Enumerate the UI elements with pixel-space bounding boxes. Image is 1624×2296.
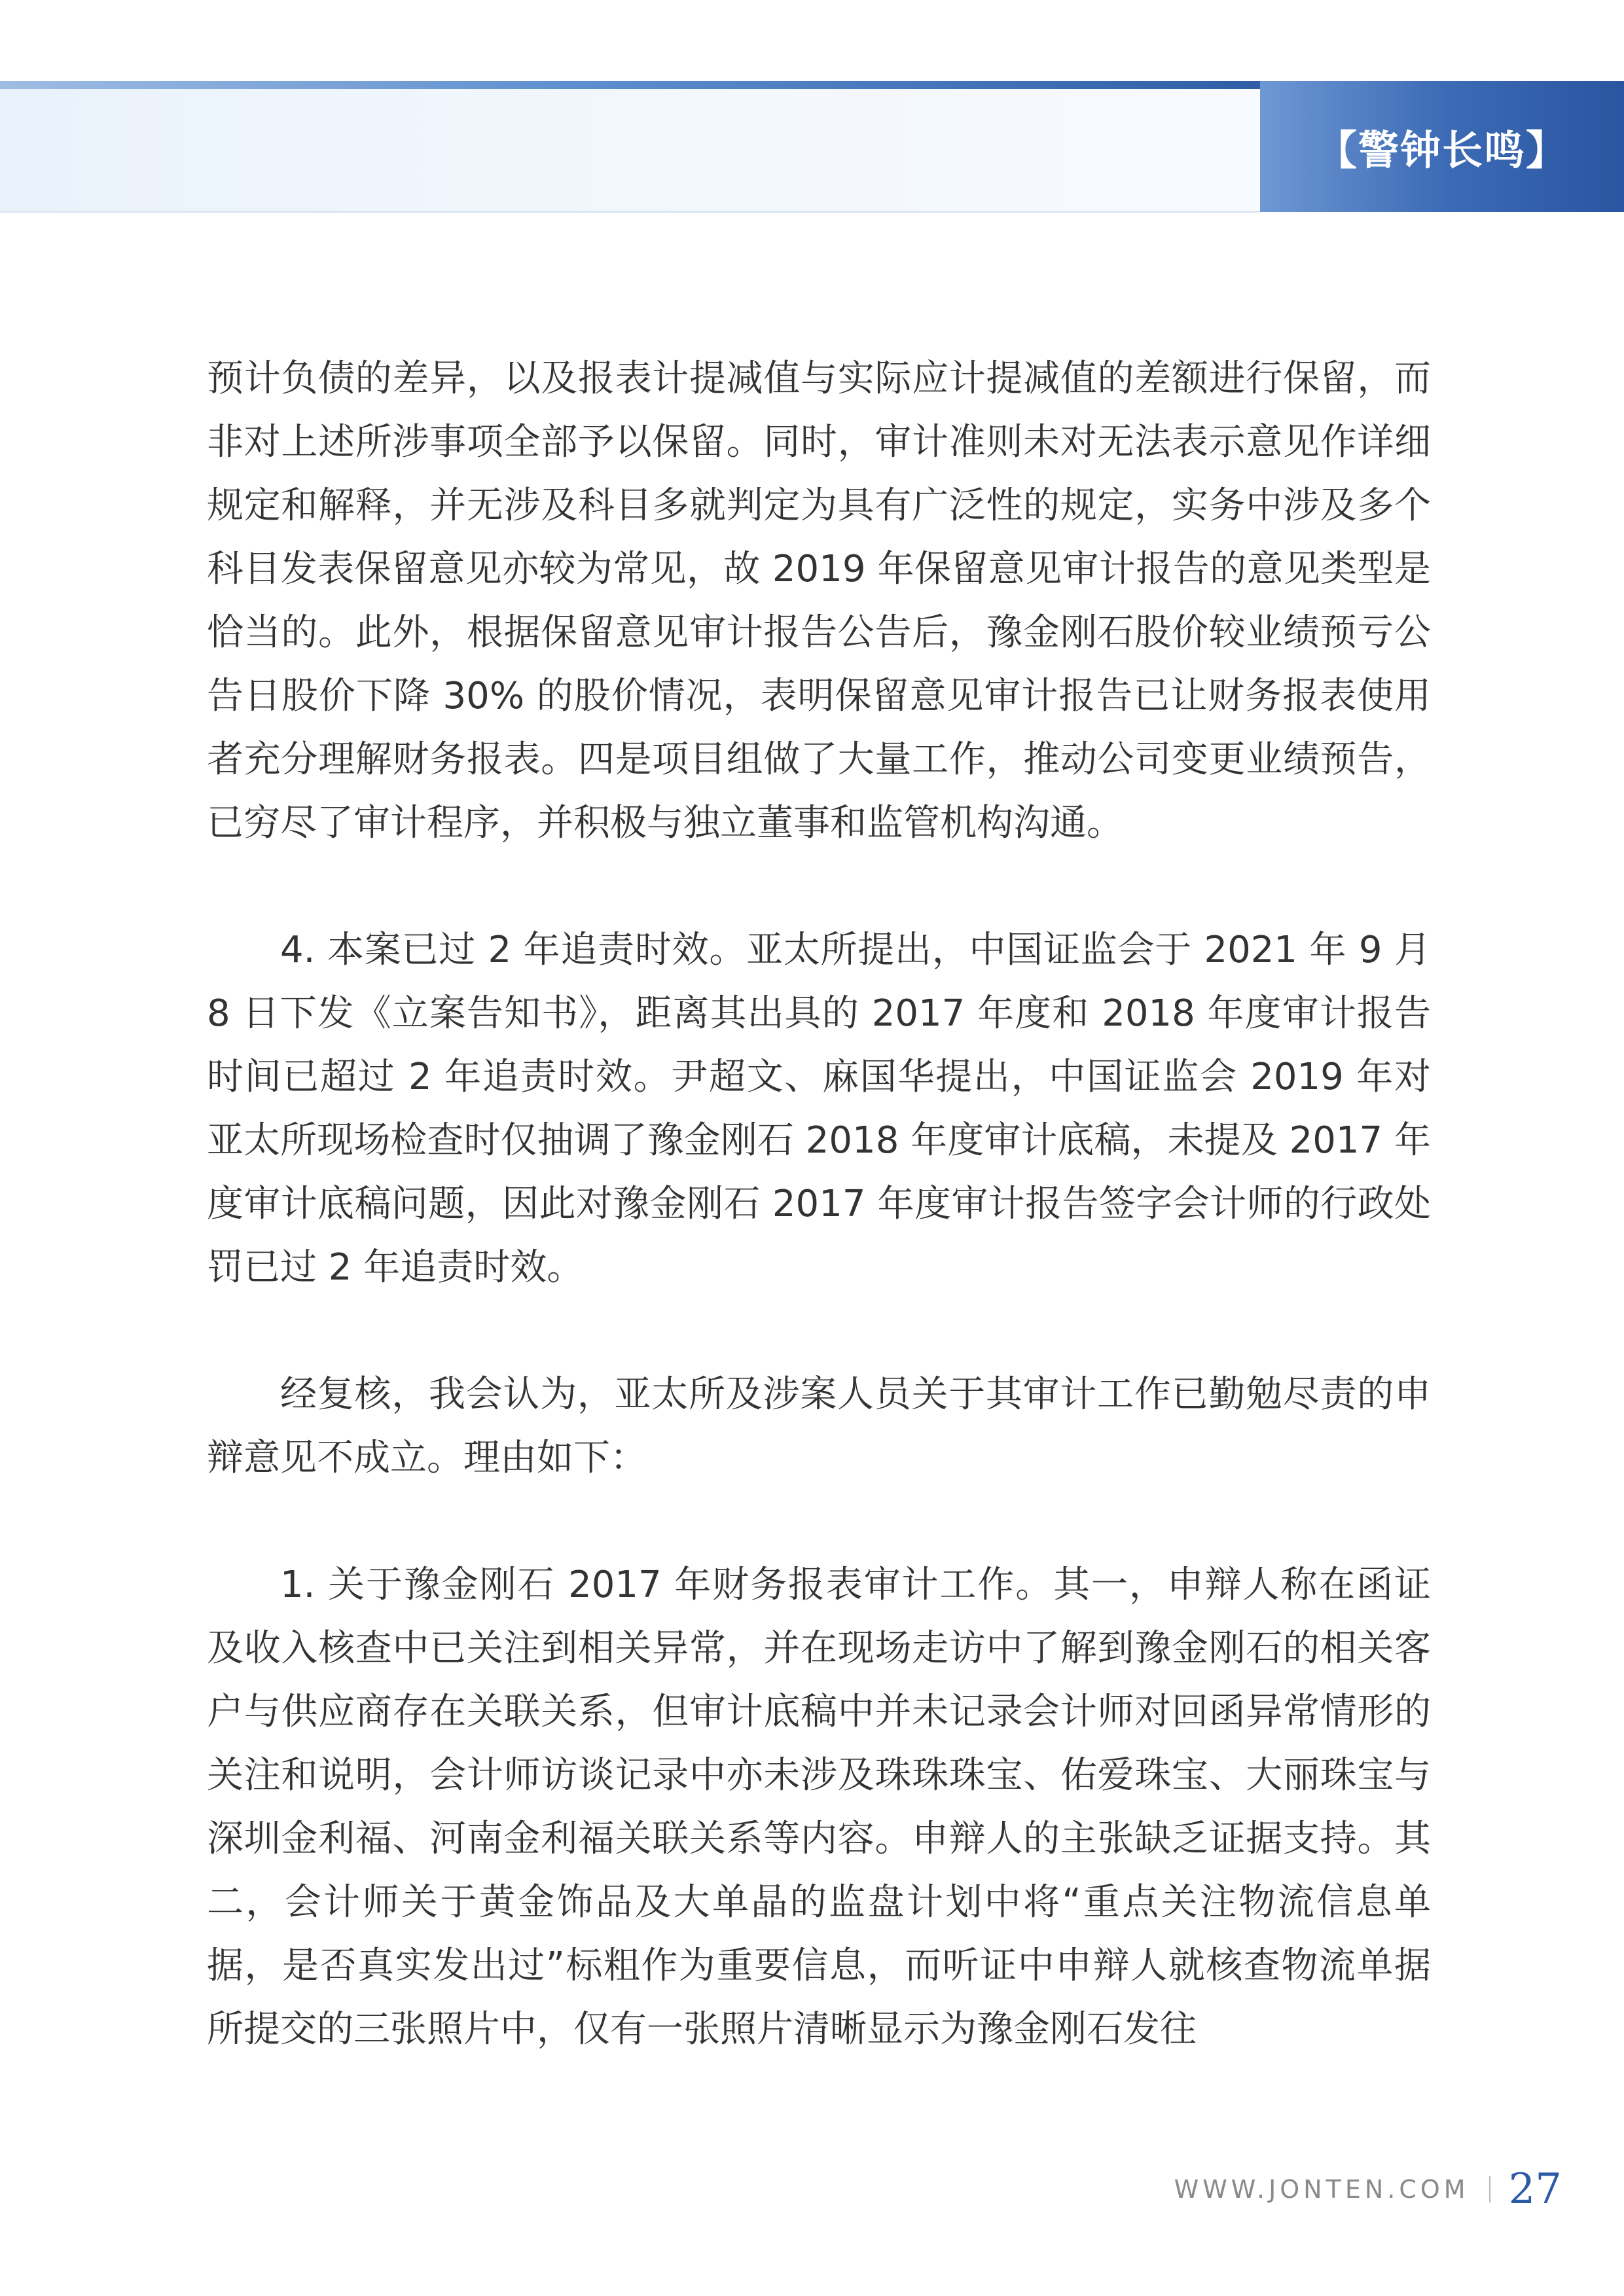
section-tag: 【警钟长鸣】 xyxy=(1260,81,1624,212)
paragraph-gap xyxy=(207,1490,1431,1553)
page-footer xyxy=(1174,2160,1562,2219)
article-body xyxy=(207,347,1431,2061)
header-band xyxy=(0,89,1260,212)
footer-separator xyxy=(1489,2176,1490,2202)
paragraph: 1. 关于豫金刚石 2017 年财务报表审计工作。其一，申辩人称在函证及收入核查中已关注到相关异常，并在现场走访中了解到豫金刚石的相关客户与供应商存在关联关系，但审计底稿中并未记录会计师对回函异常情形的关注和说明，会计师访谈记录中亦未涉及珠珠珠宝、佑爱珠宝、大丽珠宝与深圳金利福、河南金利福关联关系等内容。申辩人的主张缺乏证据支持。其二，会计师关于黄金饰品及大单晶的监盘计划中将“重点关注物流信息单据，是否真实发出过”标粗作为重要信息，而听证中申辩人就核查物流单据所提交的三张照片中，仅有一张照片清晰显示为豫金刚石发往 xyxy=(207,1564,1431,2051)
paragraph: 预计负债的差异，以及报表计提减值与实际应计提减值的差额进行保留，而非对上述所涉事项全部予以保留。同时，审计准则未对无法表示意见作详细规定和解释，并无涉及科目多就判定为具有广泛性的规定，实务中涉及多个科目发表保留意见亦较为常见，故 2019 年保留意见审计报告的意见类型是恰当的。此外，根据保留意见审计报告公告后，豫金刚石股价较业绩预亏公告日股价下降 30% 的股价情况，表明保留意见审计报告已让财务报表使用者充分理解财务报表。四是项目组做了大量工作，推动公司变更业绩预告，已穷尽了审计程序，并积极与独立董事和监管机构沟通。 xyxy=(207,357,1431,844)
paragraph-gap xyxy=(207,855,1431,918)
paragraph: 经复核，我会认为，亚太所及涉案人员关于其审计工作已勤勉尽责的申辩意见不成立。理由如下： xyxy=(207,1373,1431,1479)
website-url[interactable]: WWW.JONTEN.COM xyxy=(1174,2175,1470,2204)
header-accent-line xyxy=(0,81,1260,89)
paragraph-gap xyxy=(207,1299,1431,1363)
paragraph: 4. 本案已过 2 年追责时效。亚太所提出，中国证监会于 2021 年 9 月 8 日下发《立案告知书》，距离其出具的 2017 年度和 2018 年度审计报告时间已超过 2 年追责时效。尹超文、麻国华提出，中国证监会 2019 年对亚太所现场检查时仅抽调了豫金刚石 2018 年度审计底稿，未提及 2017 年度审计底稿问题，因此对豫金刚石 2017 年度审计报告签字会计师的行政处罚已过 2 年追责时效。 xyxy=(207,929,1431,1289)
page-number: 27 xyxy=(1508,2165,1562,2214)
header-divider xyxy=(0,211,1260,213)
